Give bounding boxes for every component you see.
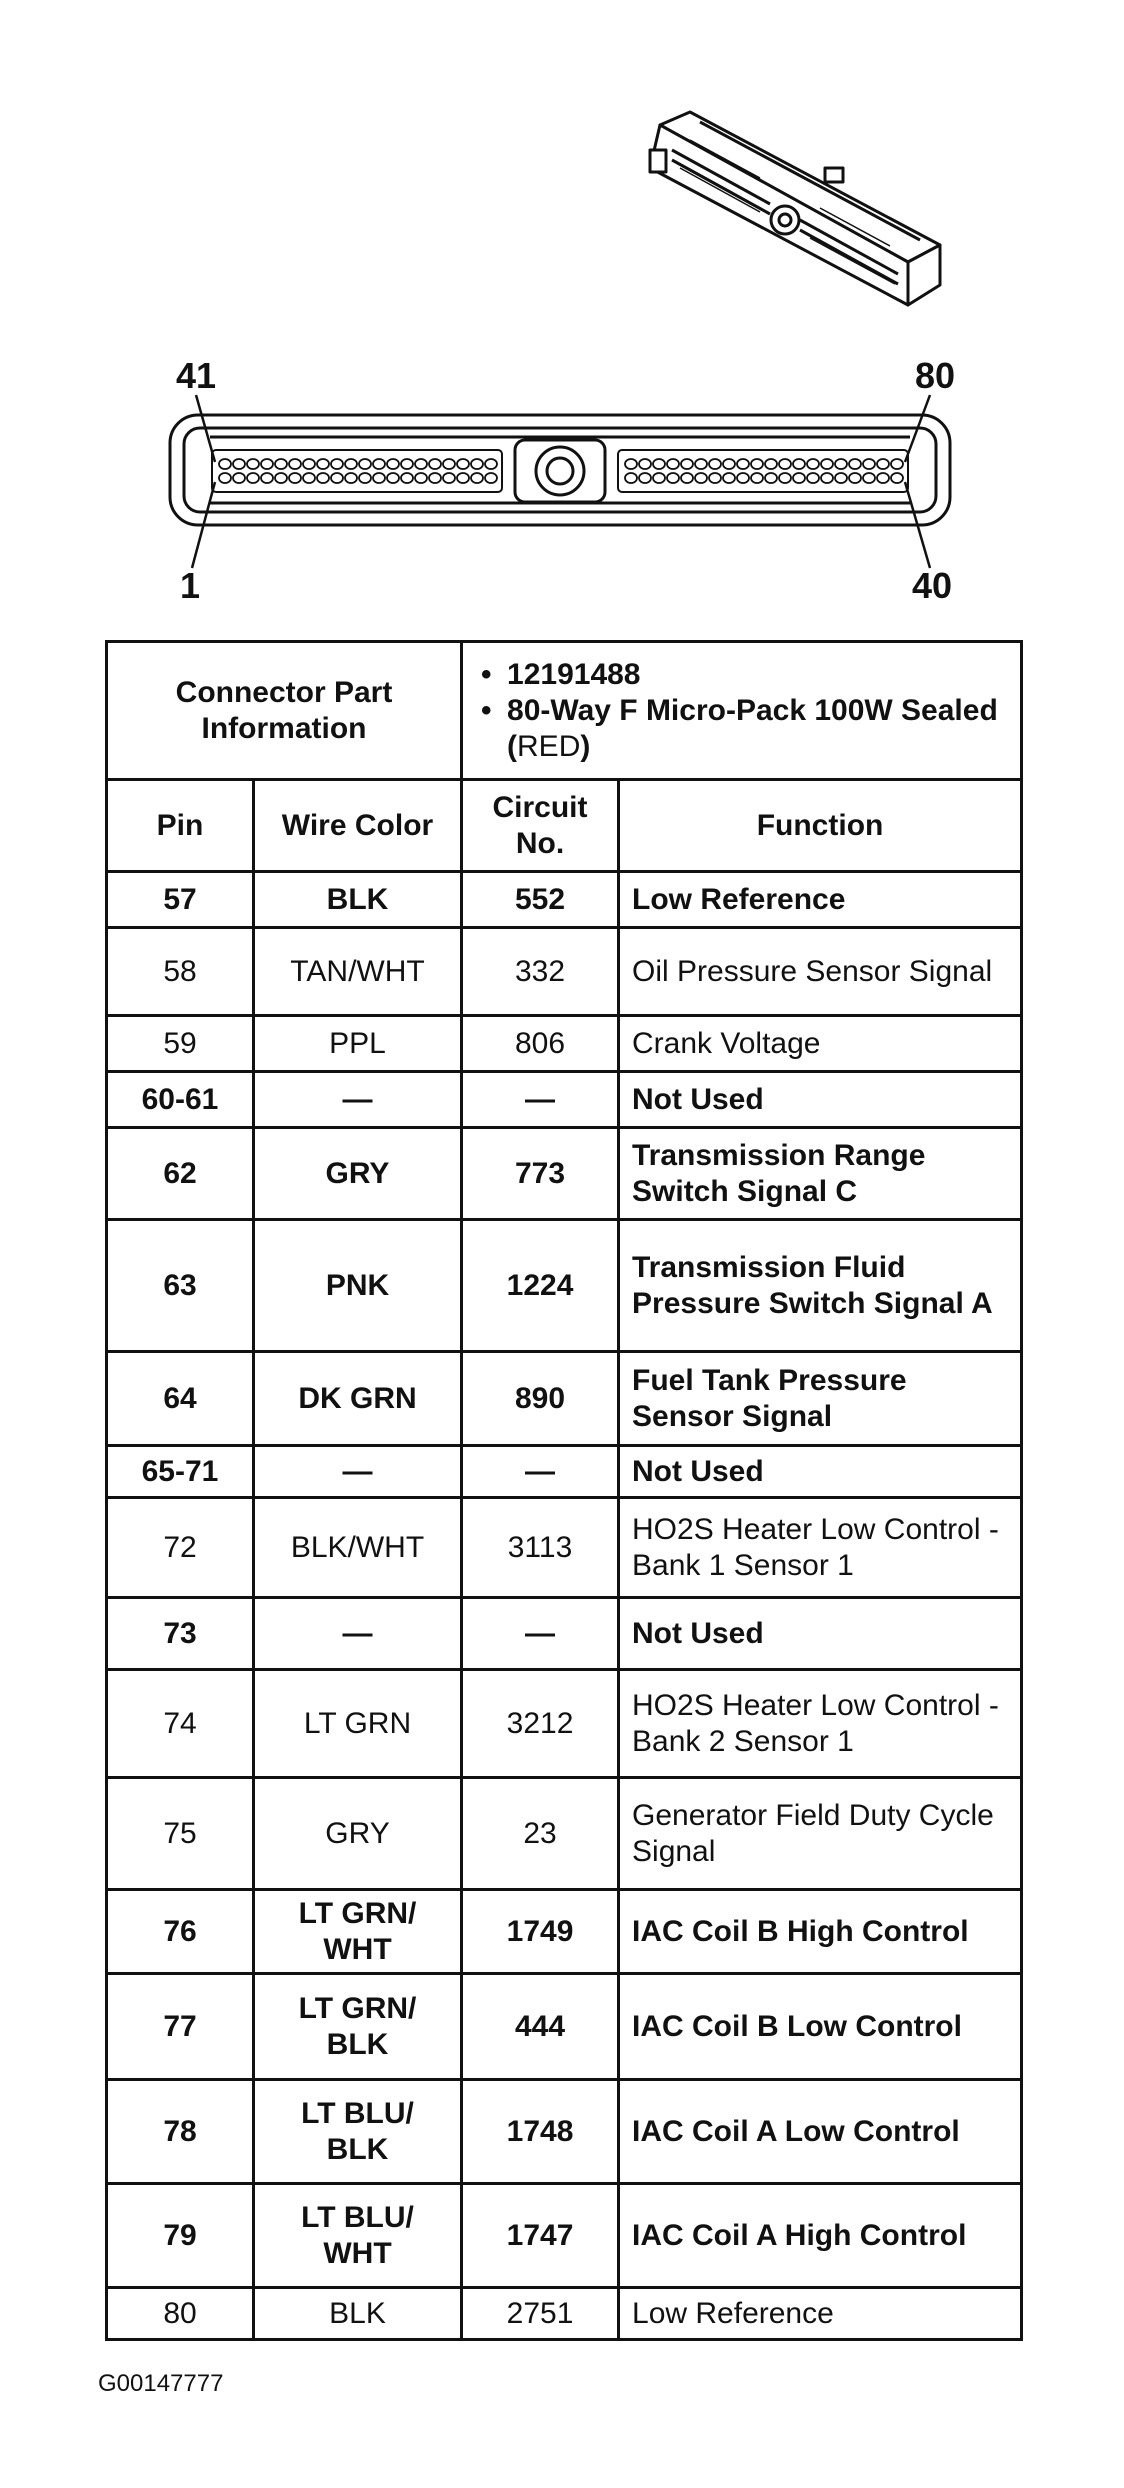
cell-circuit: 1224: [462, 1220, 619, 1352]
cell-pin: 77: [107, 1974, 254, 2080]
cell-wire-color: BLK: [254, 872, 462, 928]
cell-circuit: 1748: [462, 2080, 619, 2184]
cell-function: IAC Coil B High Control: [619, 1890, 1022, 1974]
cell-circuit: 773: [462, 1128, 619, 1220]
cell-wire-color: LT GRN/ BLK: [254, 1974, 462, 2080]
table-row: [107, 1498, 1022, 1598]
part-info-title: Connector Part Information: [107, 642, 462, 780]
table-row: [107, 1128, 1022, 1220]
cell-wire-color: BLK/WHT: [254, 1498, 462, 1598]
cell-wire-color: —: [254, 1446, 462, 1498]
cell-wire-color: GRY: [254, 1778, 462, 1890]
col-header-pin: Pin: [107, 780, 254, 872]
cell-pin: 65-71: [107, 1446, 254, 1498]
cell-function: Fuel Tank Pressure Sensor Signal: [619, 1352, 1022, 1446]
part-info-row: [107, 642, 1022, 780]
pin-label-80: 80: [915, 355, 956, 396]
cell-circuit: —: [462, 1446, 619, 1498]
cell-function: Not Used: [619, 1072, 1022, 1128]
cell-function: Low Reference: [619, 2288, 1022, 2340]
cell-function: IAC Coil A Low Control: [619, 2080, 1022, 2184]
cell-wire-color: PNK: [254, 1220, 462, 1352]
table-row: [107, 1974, 1022, 2080]
pin-label-1: 1: [180, 565, 201, 606]
table-row: [107, 1670, 1022, 1778]
pin-label-41: 41: [176, 355, 217, 396]
cell-wire-color: BLK: [254, 2288, 462, 2340]
table-row: [107, 1890, 1022, 1974]
connector-illustration: [0, 0, 1124, 640]
cell-wire-color: GRY: [254, 1128, 462, 1220]
part-info-details: [462, 642, 1022, 780]
cell-function: Not Used: [619, 1446, 1022, 1498]
connector-pinout-table: [105, 640, 1023, 2341]
cell-circuit: 890: [462, 1352, 619, 1446]
cell-circuit: 3113: [462, 1498, 619, 1598]
pin-label-40: 40: [912, 565, 953, 606]
cell-pin: 57: [107, 872, 254, 928]
cell-circuit: 23: [462, 1778, 619, 1890]
cell-pin: 78: [107, 2080, 254, 2184]
cell-pin: 60-61: [107, 1072, 254, 1128]
col-header-function: Function: [619, 780, 1022, 872]
cell-function: Crank Voltage: [619, 1016, 1022, 1072]
part-color: RED: [517, 729, 581, 763]
cell-circuit: —: [462, 1598, 619, 1670]
cell-circuit: 444: [462, 1974, 619, 2080]
cell-function: IAC Coil B Low Control: [619, 1974, 1022, 2080]
cell-wire-color: DK GRN: [254, 1352, 462, 1446]
table-row: [107, 2080, 1022, 2184]
cell-pin: 63: [107, 1220, 254, 1352]
cell-circuit: 3212: [462, 1670, 619, 1778]
cell-wire-color: LT BLU/ WHT: [254, 2184, 462, 2288]
cell-pin: 79: [107, 2184, 254, 2288]
col-header-wire-color: Wire Color: [254, 780, 462, 872]
cell-circuit: 332: [462, 928, 619, 1016]
table-row: [107, 1220, 1022, 1352]
table-row: [107, 1352, 1022, 1446]
table-row: [107, 2184, 1022, 2288]
cell-function: Not Used: [619, 1598, 1022, 1670]
cell-function: HO2S Heater Low Control - Bank 1 Sensor 1: [619, 1498, 1022, 1598]
cell-pin: 74: [107, 1670, 254, 1778]
cell-pin: 73: [107, 1598, 254, 1670]
cell-circuit: 552: [462, 872, 619, 928]
table-row: [107, 928, 1022, 1016]
cell-pin: 59: [107, 1016, 254, 1072]
cell-pin: 80: [107, 2288, 254, 2340]
table-row: [107, 1778, 1022, 1890]
cell-circuit: 1747: [462, 2184, 619, 2288]
part-description: • 80-Way F Micro-Pack 100W Sealed (RED): [475, 693, 1008, 765]
cell-circuit: 2751: [462, 2288, 619, 2340]
col-header-circuit: Circuit No.: [462, 780, 619, 872]
table-row: [107, 2288, 1022, 2340]
cell-function: HO2S Heater Low Control - Bank 2 Sensor 1: [619, 1670, 1022, 1778]
cell-function: Transmission Range Switch Signal C: [619, 1128, 1022, 1220]
cell-pin: 64: [107, 1352, 254, 1446]
cell-pin: 72: [107, 1498, 254, 1598]
connector-3d-icon: [0, 0, 1124, 640]
cell-pin: 75: [107, 1778, 254, 1890]
cell-function: Oil Pressure Sensor Signal: [619, 928, 1022, 1016]
cell-wire-color: LT GRN: [254, 1670, 462, 1778]
table-row: [107, 872, 1022, 928]
cell-function: IAC Coil A High Control: [619, 2184, 1022, 2288]
cell-pin: 62: [107, 1128, 254, 1220]
cell-wire-color: —: [254, 1598, 462, 1670]
cell-function: Low Reference: [619, 872, 1022, 928]
table-row: [107, 1446, 1022, 1498]
cell-function: Transmission Fluid Pressure Switch Signal A: [619, 1220, 1022, 1352]
cell-circuit: 1749: [462, 1890, 619, 1974]
part-number: • 12191488: [475, 657, 1008, 693]
cell-pin: 76: [107, 1890, 254, 1974]
table-row: [107, 1072, 1022, 1128]
cell-circuit: —: [462, 1072, 619, 1128]
table-row: [107, 1598, 1022, 1670]
cell-function: Generator Field Duty Cycle Signal: [619, 1778, 1022, 1890]
table-row: [107, 1016, 1022, 1072]
cell-wire-color: PPL: [254, 1016, 462, 1072]
document-id: G00147777: [98, 2370, 224, 2397]
column-header-row: [107, 780, 1022, 872]
cell-pin: 58: [107, 928, 254, 1016]
cell-wire-color: LT BLU/ BLK: [254, 2080, 462, 2184]
cell-wire-color: —: [254, 1072, 462, 1128]
cell-wire-color: LT GRN/ WHT: [254, 1890, 462, 1974]
cell-circuit: 806: [462, 1016, 619, 1072]
cell-wire-color: TAN/WHT: [254, 928, 462, 1016]
